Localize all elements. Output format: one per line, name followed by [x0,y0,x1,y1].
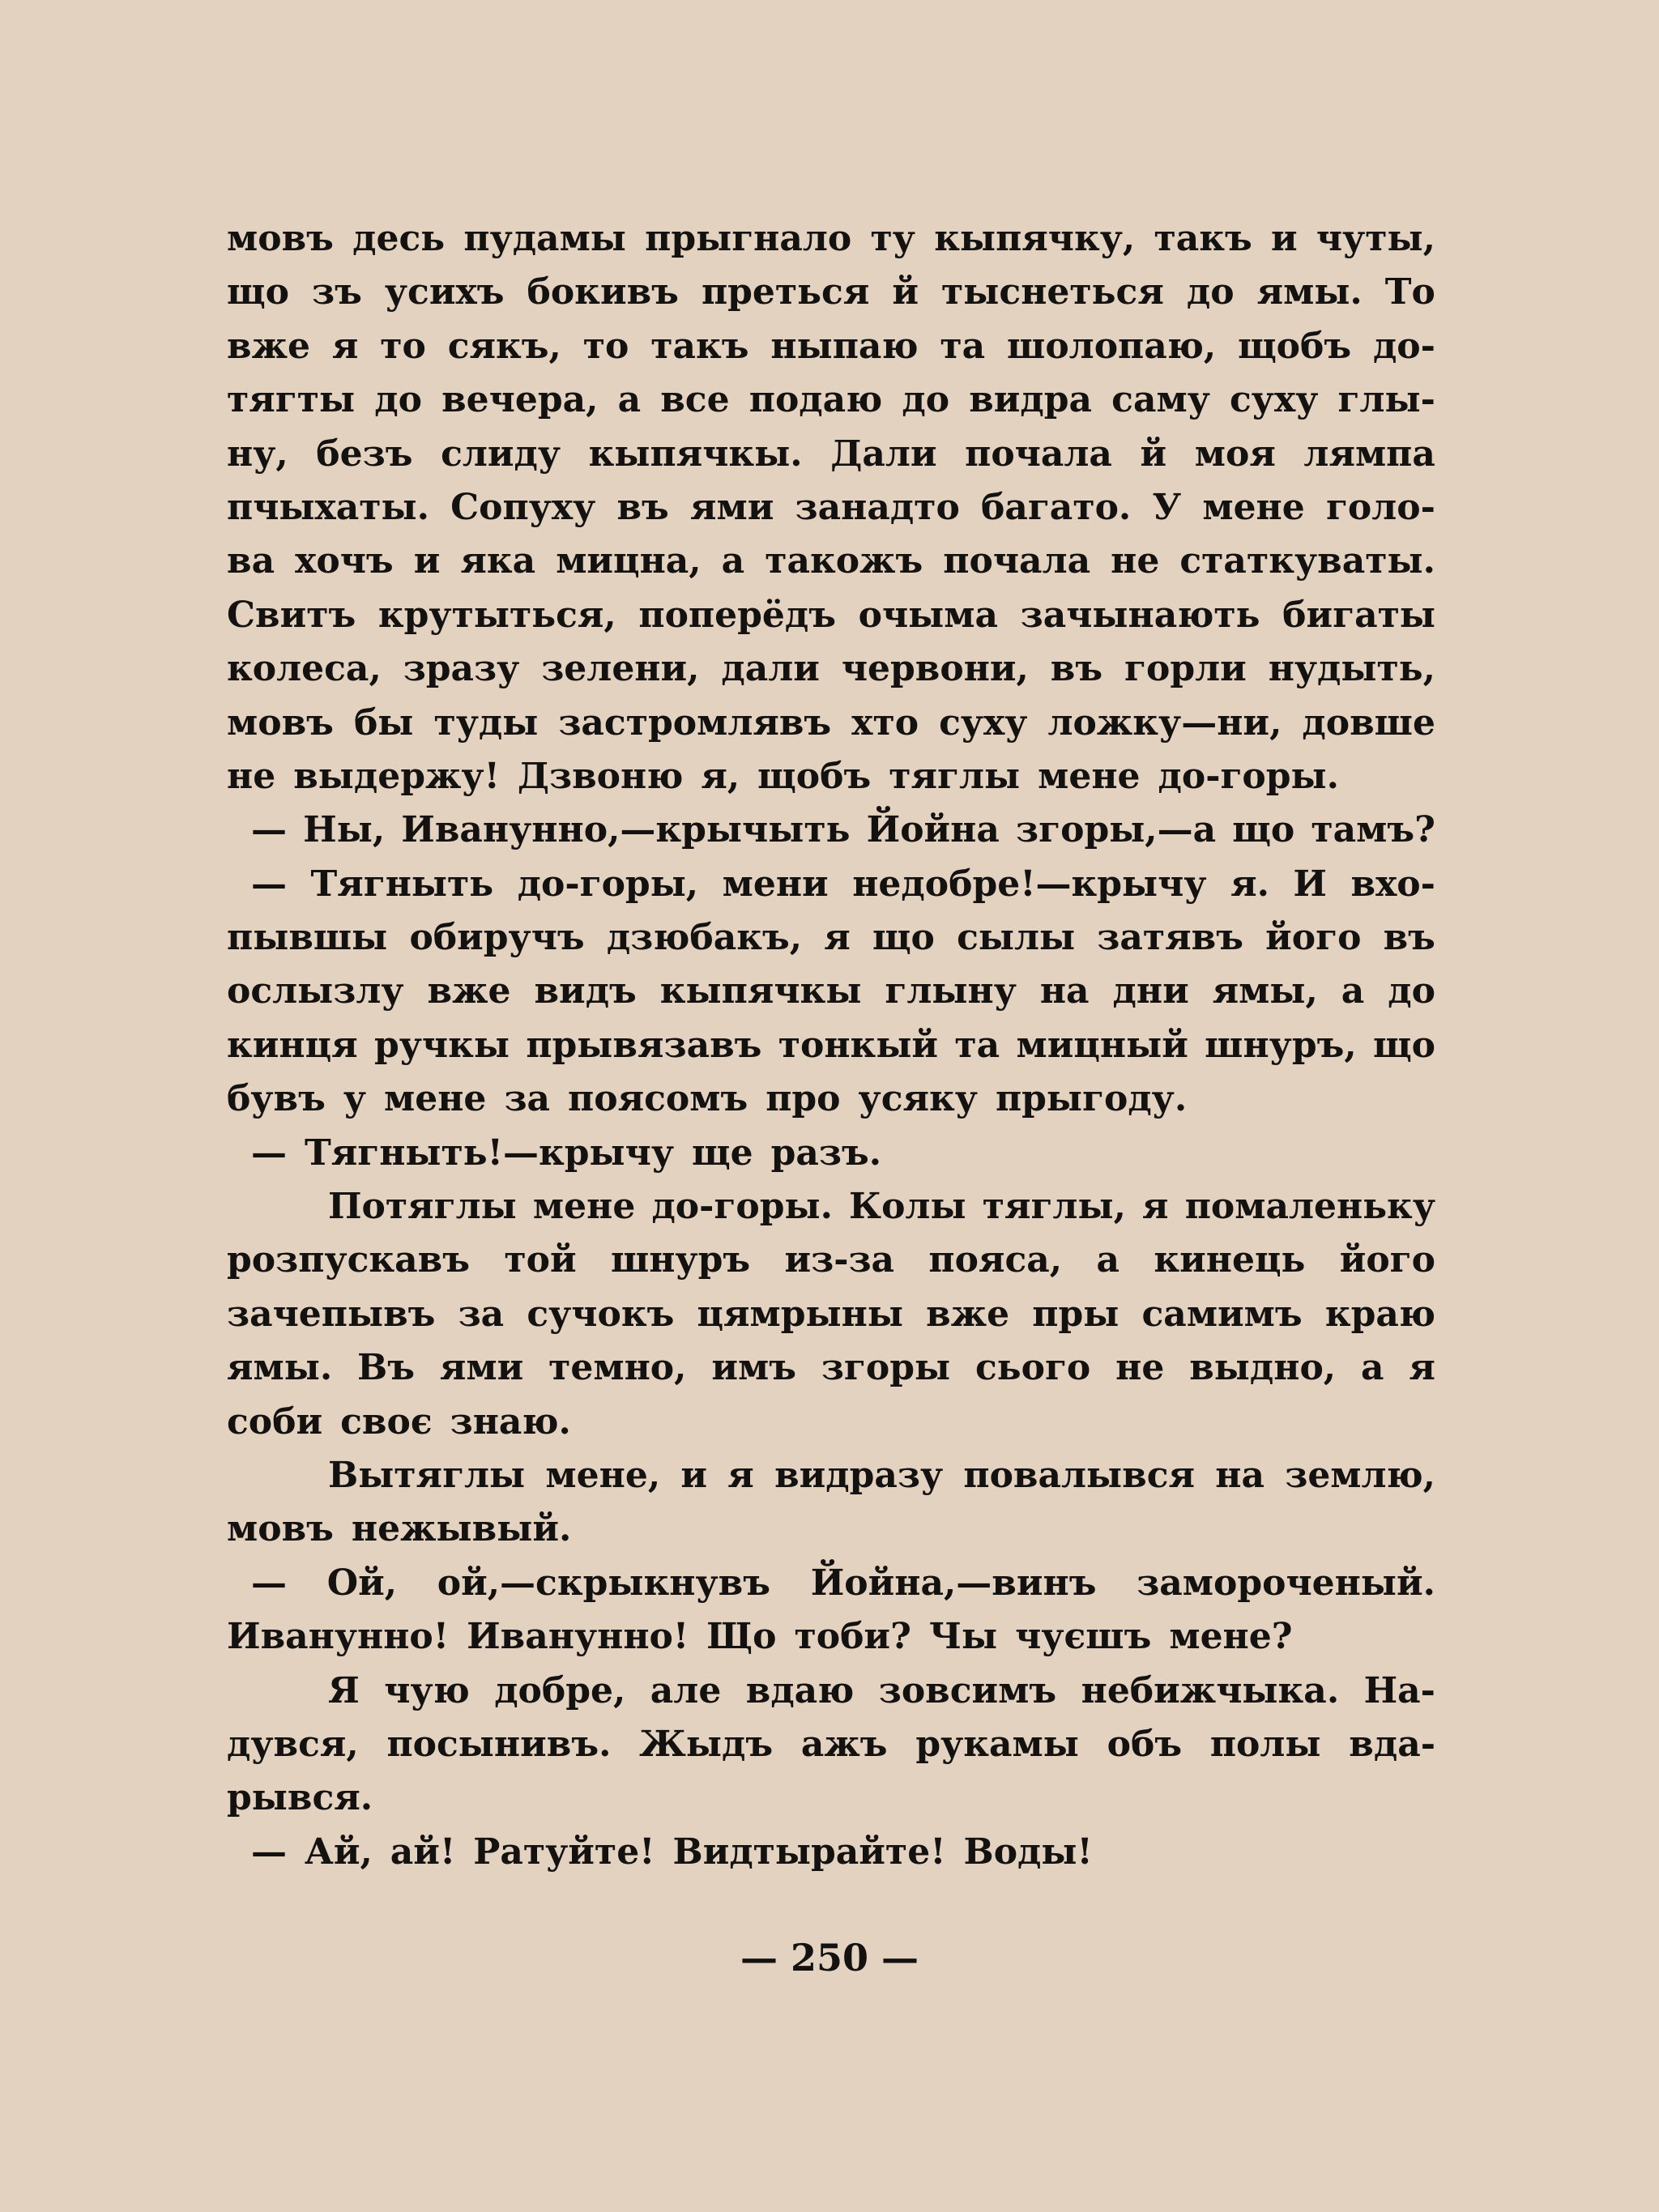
word: до- [1372,325,1435,367]
word: сякъ, [447,325,561,367]
word: замороченый. [1137,1562,1435,1604]
word: його [1339,1239,1435,1281]
word: до-горы. [651,1186,833,1228]
word: объ [1107,1723,1183,1765]
word: рывся. [227,1777,373,1819]
word: Ны, [303,809,386,851]
word: добре, [494,1669,626,1711]
word: кыпячку, [934,218,1136,259]
word: я [1409,1347,1435,1389]
word: пояса, [928,1239,1063,1281]
word: Свитъ [227,594,356,636]
word: за [458,1293,505,1335]
word: вже [427,970,511,1012]
word: суху [939,701,1028,744]
word: дни [1112,970,1189,1012]
word: саму [1111,379,1210,421]
word: на [1039,970,1090,1012]
word: щобъ [757,755,872,797]
word: голо- [1325,486,1435,528]
word: мене, [545,1454,661,1496]
word: я [1142,1186,1169,1228]
word: и [1271,218,1298,259]
word: ямы, [1212,970,1318,1012]
word: прывязавъ [526,1024,762,1066]
word: почала [943,540,1091,582]
word: червони, [841,648,1029,690]
word: зачепывъ [227,1293,436,1335]
word: зъ [312,271,362,313]
word: розпускавъ [227,1239,470,1281]
word: зачынають [1020,594,1260,636]
text-line [227,266,1435,319]
text-line [227,965,1435,1018]
word: дувся, [227,1723,359,1765]
word: все [660,379,730,421]
word: а [1341,970,1365,1012]
text-line [227,1288,1435,1341]
word: — [251,863,287,905]
word: Ратуйте! [473,1831,655,1873]
word: — [251,809,287,851]
word: такъ [650,325,749,367]
word: Колы [849,1186,966,1228]
word: усяку [858,1078,978,1120]
word: згоры [821,1347,951,1389]
word: Видтырайте! [672,1831,946,1873]
word: вда- [1349,1723,1435,1765]
word: що [227,271,289,313]
word: вже [227,325,310,367]
word: пудамы [463,218,626,259]
text-line [227,373,1435,427]
word: У [1152,486,1182,528]
word: шнуръ, [1205,1024,1357,1066]
word: Йойна [866,809,1000,851]
word: що [1372,1024,1435,1066]
word: то [380,325,426,367]
word: — [251,1132,287,1174]
word: рукамы [915,1723,1079,1765]
word: крутыться, [377,594,616,636]
word: тяглы [889,755,1021,797]
word: щобъ [1238,325,1352,367]
word: такожъ [765,540,923,582]
word: туды [433,701,539,744]
text-line [227,1718,1435,1771]
word: ямы. [1256,271,1363,313]
word: дали [721,648,820,690]
word: пры [1032,1293,1120,1335]
word: ями [689,486,774,528]
word: ныпаю [770,325,919,367]
text-line [227,697,1435,750]
word: мене? [1169,1616,1293,1658]
text-line [227,750,1435,803]
word: выдержу! [293,755,500,797]
word: до [1388,970,1435,1012]
text-line [227,589,1435,642]
word: мене [1202,486,1305,528]
text-line [227,1072,1435,1126]
word: преться [701,271,870,313]
word: кинець [1154,1239,1306,1281]
word: небижчыка. [1081,1669,1340,1711]
word: Иванунно! [467,1616,689,1658]
text-line [227,1449,1435,1502]
word: видразу [774,1454,944,1496]
word: То [1384,271,1435,313]
word: до [374,379,422,421]
word: ручкы [373,1024,510,1066]
word: до [1186,271,1235,313]
word: той [504,1239,577,1281]
word: ва [227,540,275,582]
word: що [1232,809,1295,851]
word: до-горы. [1158,755,1339,797]
word: вечера, [441,379,599,421]
text-line [227,803,1435,857]
word: тягты [227,379,356,421]
word: а [1361,1347,1384,1389]
word: сылы [957,917,1076,959]
word: помаленьку [1184,1186,1435,1228]
word: кыпячкы. [588,433,803,475]
word: мене [384,1078,487,1120]
word: Жыдъ [639,1723,774,1765]
word: въ [1383,917,1435,959]
word: На- [1363,1669,1435,1711]
word: шолопаю, [1007,325,1217,367]
word: ямы. [227,1347,333,1389]
word: видъ [534,970,637,1012]
word: нудыть, [1268,648,1435,690]
word: ну, [227,433,288,475]
word: темно, [548,1347,687,1389]
word: повалывся [963,1454,1196,1496]
text-line [227,1664,1435,1718]
word: та [954,1024,1000,1066]
word: за [504,1078,551,1120]
word: сього [975,1347,1091,1389]
text-line [227,535,1435,588]
word: затявъ [1097,917,1243,959]
word: соби [227,1400,323,1443]
word: Дзвоню [517,755,684,797]
word: краю [1324,1293,1435,1335]
word: Ай, [305,1831,373,1873]
word: из-за [784,1239,895,1281]
word: усихъ [384,271,505,313]
word: бы [353,701,414,744]
word: Иванунно! [227,1616,450,1658]
word: а [617,379,642,421]
word: слиду [441,433,561,475]
word: чуєшъ [1015,1616,1152,1658]
word: мицный [1016,1024,1188,1066]
text-line [227,1180,1435,1234]
word: Я [328,1669,360,1711]
word: тяглы, [982,1186,1126,1228]
word: на [1215,1454,1265,1496]
word: вже [926,1293,1010,1335]
text-line [227,642,1435,696]
word: обиручъ [409,917,585,959]
text-line [227,1826,1435,1879]
text-line [227,1502,1435,1556]
word: своє [340,1400,433,1443]
word: хочъ [295,540,394,582]
word: не [1111,540,1160,582]
word: кыпячкы [659,970,862,1012]
word: видра [969,379,1093,421]
word: Иванунно,—крычыть [401,809,851,851]
word: бувъ [227,1078,326,1120]
word: статкуваты. [1179,540,1435,582]
word: Тягныть [310,863,494,905]
text-line [227,320,1435,373]
word: ями [439,1347,524,1389]
word: тонкый [778,1024,939,1066]
word: ту [870,218,915,259]
word: знаю. [450,1400,571,1443]
word: але [650,1669,722,1711]
word: багато. [980,486,1132,528]
word: недобре!—крычу [852,863,1207,905]
word: чуты, [1316,218,1435,259]
word: мовъ [227,701,334,744]
word: й [1140,433,1167,475]
word: подаю [748,379,883,421]
word: мицна, [556,540,702,582]
word: Вытяглы [328,1454,526,1496]
word: Потяглы [328,1186,517,1228]
word: Тягныть!—крычу [305,1132,674,1174]
word: выдно, [1189,1347,1337,1389]
word: ще [691,1132,753,1174]
word: що [872,917,935,959]
word: имъ [711,1347,796,1389]
word: поперёдъ [638,594,836,636]
word: въ [1050,648,1103,690]
word: поясомъ [568,1078,748,1120]
word: згоры,—а [1016,809,1217,851]
word: застромлявъ [558,701,832,744]
word: не [227,755,276,797]
word: дзюбакъ, [606,917,803,959]
word: мене [532,1186,636,1228]
word: та [940,325,986,367]
word: прыгнало [645,218,852,259]
word: колеса, [227,648,382,690]
word: Що [706,1616,777,1658]
word: мовъ [227,218,334,259]
word: пывшы [227,917,388,959]
word: Йойна,—винъ [810,1562,1097,1604]
text-line [227,481,1435,535]
word: й [892,271,919,313]
word: його [1265,917,1362,959]
word: нежывый. [351,1508,572,1550]
text-line [227,1396,1435,1449]
text-line [227,858,1435,911]
word: хто [851,701,919,744]
text-line [227,1019,1435,1072]
word: самимъ [1141,1293,1303,1335]
word: пчыхаты. [227,486,429,528]
word: я, [701,755,740,797]
word: занадто [795,486,960,528]
word: — [251,1831,287,1873]
word: лямпа [1303,433,1435,475]
text-line [227,428,1435,481]
text-line [227,1127,1435,1180]
word: чую [384,1669,470,1711]
word: Дали [830,433,937,475]
word: я [824,917,851,959]
text-line [227,1341,1435,1395]
word: ой,—скрыкнувъ [437,1562,770,1604]
word: цямрыны [697,1293,903,1335]
body-text [227,212,1435,1879]
word: тамъ? [1311,809,1435,851]
text-line [227,1610,1435,1664]
word: очыма [858,594,998,636]
word: Ой, [326,1562,398,1604]
word: посынивъ. [386,1723,612,1765]
word: Въ [357,1347,415,1389]
word: довше [1302,701,1435,744]
word: — [251,1562,287,1604]
word: въ [616,486,669,528]
word: а [1096,1239,1120,1281]
word: я. [1230,863,1269,905]
word: ажъ [800,1723,888,1765]
word: и [413,540,441,582]
word: ай! [390,1831,456,1873]
word: почала [965,433,1112,475]
word: бигаты [1282,594,1435,636]
text-line [227,212,1435,266]
text-line [227,1557,1435,1610]
word: горли [1124,648,1247,690]
word: тоби? [794,1616,911,1658]
word: зразу [403,648,520,690]
word: глыну [885,970,1017,1012]
word: бокивъ [527,271,679,313]
word: вхо- [1350,863,1435,905]
page-number: — 250 — [740,1936,919,1980]
word: я [727,1454,754,1496]
text-line [227,1771,1435,1825]
word: безъ [316,433,413,475]
word: до-горы, [517,863,699,905]
word: сучокъ [527,1293,675,1335]
word: разъ. [770,1132,882,1174]
word: землю, [1285,1454,1435,1496]
word: такъ [1154,218,1252,259]
word: не [1115,1347,1165,1389]
word: суху [1230,379,1319,421]
word: мене [1038,755,1141,797]
word: я [331,325,359,367]
word: ложку—ни, [1047,701,1282,744]
word: глы- [1337,379,1435,421]
word: Воды! [963,1831,1093,1873]
word: и [680,1454,708,1496]
word: мени [722,863,829,905]
word: зелени, [541,648,700,690]
word: шнуръ [610,1239,751,1281]
word: про [766,1078,841,1120]
text-line [227,911,1435,965]
word: тыснеться [941,271,1164,313]
word: до [902,379,950,421]
word: десь [352,218,446,259]
word: Чы [928,1616,998,1658]
word: мовъ [227,1508,334,1550]
word: Сопуху [450,486,596,528]
word: а [721,540,745,582]
word: И [1293,863,1327,905]
word: кинця [227,1024,358,1066]
word: полы [1209,1723,1321,1765]
word: яка [460,540,536,582]
word: вдаю [745,1669,855,1711]
word: то [582,325,629,367]
word: прыгоду. [995,1078,1188,1120]
word: ослызлу [227,970,404,1012]
word: моя [1194,433,1276,475]
word: зовсимъ [878,1669,1057,1711]
word: у [343,1078,367,1120]
text-line [227,1234,1435,1287]
